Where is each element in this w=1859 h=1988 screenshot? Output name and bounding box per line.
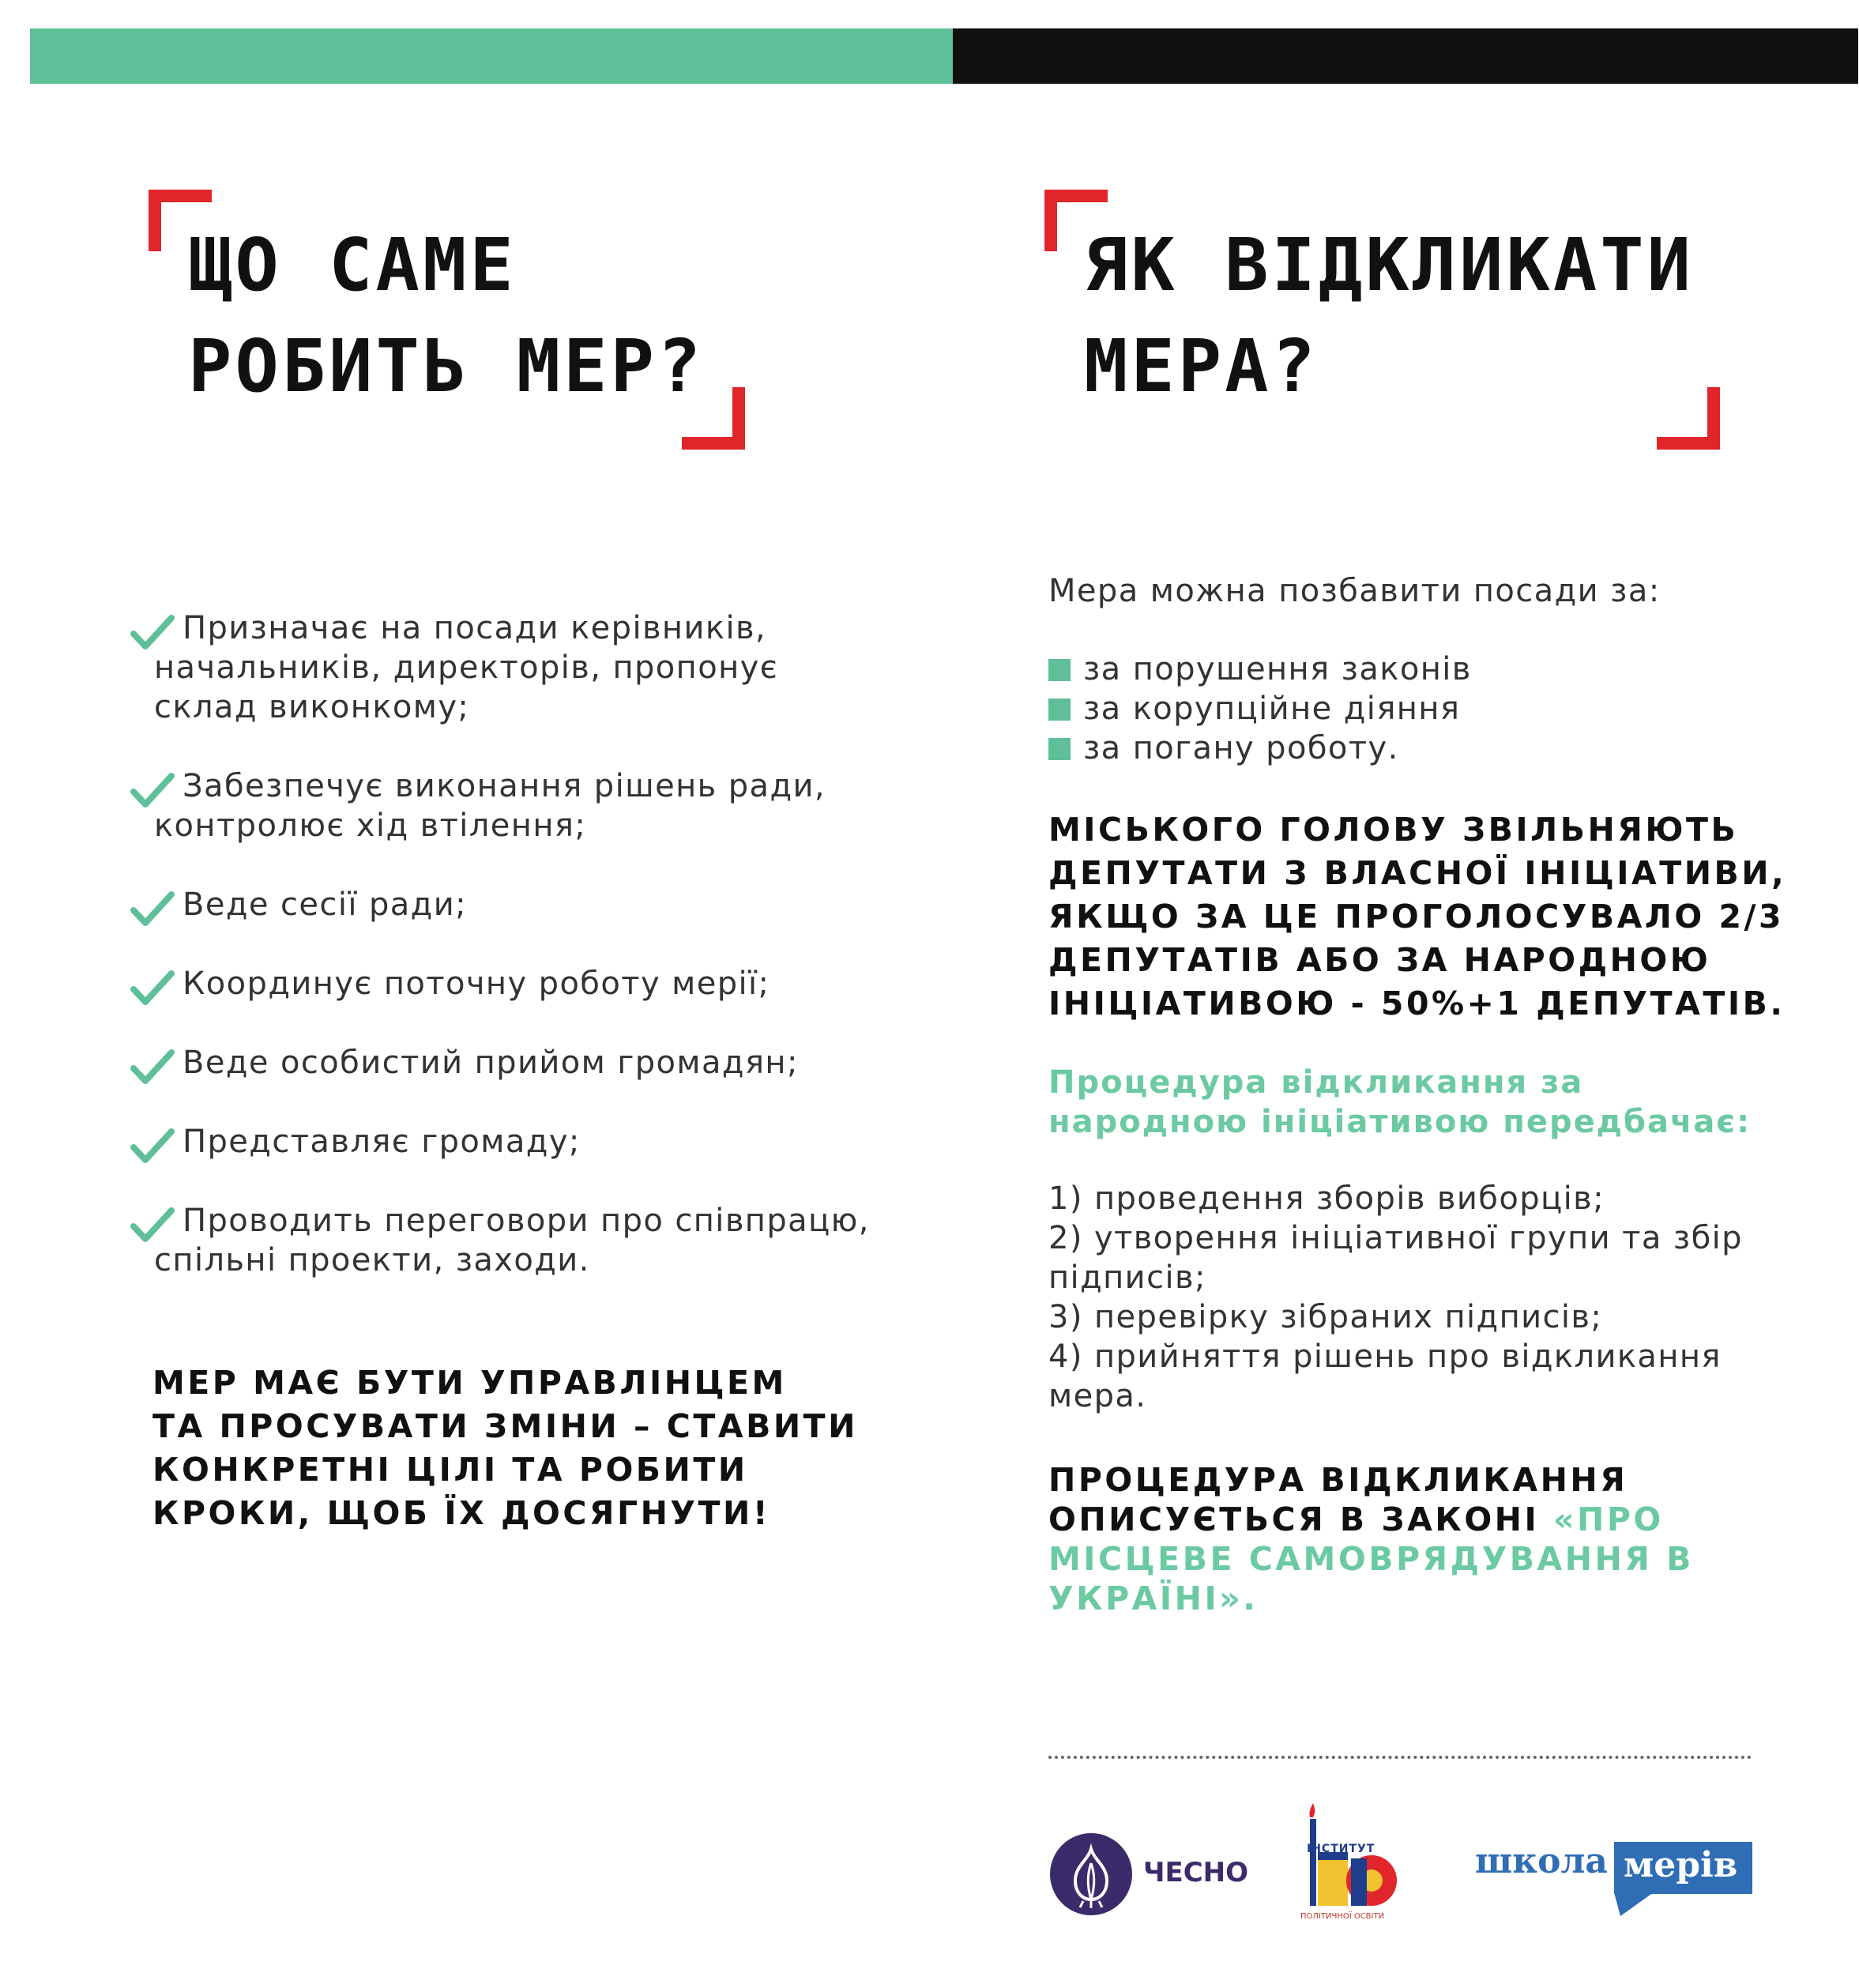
check-icon bbox=[130, 771, 175, 809]
duty-item bbox=[130, 964, 889, 1003]
mayor-duties-list bbox=[130, 608, 889, 1280]
corner-top-left-v bbox=[149, 190, 161, 251]
dismissal-line: МІСЬКОГО ГОЛОВУ ЗВІЛЬНЯЮТЬ bbox=[1048, 811, 1739, 849]
dismissal-line: ДЕПУТАТИ З ВЛАСНОЇ ІНІЦІАТИВИ, bbox=[1048, 854, 1787, 892]
law-title: УКРАЇНІ». bbox=[1048, 1579, 1259, 1617]
reason-text: за корупційне діяння bbox=[1083, 691, 1461, 727]
check-icon bbox=[130, 613, 175, 651]
ipo-logo-text-bottom: ПОЛІТИЧНОЇ ОСВІТИ bbox=[1300, 1912, 1385, 1921]
removal-intro: Мера можна позбавити посади за: bbox=[1048, 573, 1661, 609]
right-heading-line-1: ЯК ВІДКЛИКАТИ bbox=[1084, 223, 1695, 307]
check-icon bbox=[130, 890, 175, 928]
duty-item bbox=[130, 1201, 889, 1280]
top-black-bar bbox=[953, 28, 1858, 84]
procedure-step: 4) прийняття рішень про відкликання мера. bbox=[1048, 1339, 1722, 1414]
conclusion-line: МЕР МАЄ БУТИ УПРАВЛІНЦЕМ bbox=[152, 1364, 787, 1402]
dismissal-line: ДЕПУТАТІВ АБО ЗА НАРОДНОЮ bbox=[1048, 941, 1711, 979]
reason-item bbox=[1048, 649, 1472, 689]
dotted-divider bbox=[1048, 1756, 1752, 1759]
duty-item bbox=[130, 608, 889, 727]
dismissal-statement bbox=[1048, 808, 1786, 1026]
check-icon bbox=[130, 969, 175, 1007]
check-icon bbox=[130, 1127, 175, 1165]
duty-text: Представляє громаду; bbox=[183, 1124, 581, 1160]
procedure-title bbox=[1048, 1063, 1751, 1142]
right-heading-line-2: МЕРА? bbox=[1084, 324, 1319, 409]
procedure-steps-list bbox=[1048, 1179, 1783, 1416]
corner-top-left-v-2 bbox=[1044, 190, 1057, 251]
conclusion-line: КРОКИ, ЩОБ ЇХ ДОСЯГНУТИ! bbox=[152, 1494, 771, 1532]
law-line-text: ОПИСУЄТЬСЯ В ЗАКОНІ bbox=[1048, 1500, 1554, 1538]
corner-bottom-right-v bbox=[732, 387, 745, 450]
duty-text: Проводить переговори про співпрацю, спільні проекти, заходи. bbox=[154, 1203, 870, 1278]
reason-item bbox=[1048, 689, 1472, 729]
duty-text: Забезпечує виконання рішень ради, контролює хід втілення; bbox=[154, 768, 826, 844]
ipo-logo-text-top: ІНСТИТУТ bbox=[1307, 1843, 1375, 1855]
check-icon bbox=[130, 1048, 175, 1086]
duty-item bbox=[130, 885, 889, 924]
duty-text: Координує поточну роботу мерії; bbox=[183, 966, 770, 1002]
conclusion-line: ТА ПРОСУВАТИ ЗМІНИ – СТАВИТИ bbox=[152, 1407, 858, 1445]
procedure-title-line: Процедура відкликання за bbox=[1048, 1064, 1584, 1101]
school-logo-text: школа bbox=[1475, 1841, 1608, 1881]
procedure-step: 2) утворення ініціативної групи та збір підписів; bbox=[1048, 1220, 1743, 1296]
left-heading-line-1: ЩО САМЕ bbox=[188, 223, 517, 307]
duty-text: Веде особистий прийом громадян; bbox=[183, 1045, 799, 1081]
left-heading-line-2: РОБИТЬ МЕР? bbox=[188, 324, 705, 409]
right-heading bbox=[1084, 215, 1694, 417]
corner-bottom-right-v-2 bbox=[1707, 387, 1720, 450]
duty-item bbox=[130, 1043, 889, 1082]
speech-tail-icon bbox=[1614, 1892, 1654, 1916]
left-heading bbox=[188, 215, 704, 417]
reason-item bbox=[1048, 729, 1472, 768]
law-reference bbox=[1048, 1460, 1694, 1618]
law-line: ПРОЦЕДУРА ВІДКЛИКАННЯ bbox=[1048, 1461, 1628, 1499]
procedure-step: 3) перевірку зібраних підписів; bbox=[1048, 1299, 1603, 1335]
law-title: «ПРО bbox=[1553, 1500, 1664, 1538]
square-bullet-icon bbox=[1048, 659, 1071, 681]
mayor-conclusion bbox=[152, 1361, 858, 1535]
ipo-institute-logo-icon bbox=[1302, 1803, 1405, 1922]
duty-text: Призначає на посади керівників, начальників, директорів, пропонує склад виконкому; bbox=[154, 610, 779, 725]
mayors-logo-text: мерів bbox=[1624, 1845, 1738, 1885]
chesno-garlic-logo-icon bbox=[1048, 1832, 1134, 1917]
square-bullet-icon bbox=[1048, 698, 1071, 721]
conclusion-line: КОНКРЕТНІ ЦІЛІ ТА РОБИТИ bbox=[152, 1451, 748, 1489]
reason-text: за погану роботу. bbox=[1083, 730, 1399, 766]
reason-text: за порушення законів bbox=[1083, 651, 1472, 687]
check-icon bbox=[130, 1206, 175, 1244]
square-bullet-icon bbox=[1048, 738, 1071, 760]
removal-reasons-list bbox=[1048, 649, 1472, 768]
law-title: МІСЦЕВЕ САМОВРЯДУВАННЯ В bbox=[1048, 1540, 1694, 1578]
duty-item bbox=[130, 766, 889, 845]
procedure-step: 1) проведення зборів виборців; bbox=[1048, 1180, 1605, 1217]
law-line bbox=[1048, 1500, 1694, 1539]
dismissal-line: ЯКЩО ЗА ЦЕ ПРОГОЛОСУВАЛО 2/3 bbox=[1048, 898, 1785, 936]
dismissal-line: ІНІЦІАТИВОЮ - 50%+1 ДЕПУТАТІВ. bbox=[1048, 985, 1786, 1022]
procedure-title-line: народною ініціативою передбачає: bbox=[1048, 1104, 1752, 1140]
duty-item bbox=[130, 1122, 889, 1162]
top-green-bar bbox=[30, 28, 953, 84]
duty-text: Веде сесії ради; bbox=[183, 887, 467, 923]
chesno-logo-text: ЧЕСНО bbox=[1143, 1857, 1249, 1888]
